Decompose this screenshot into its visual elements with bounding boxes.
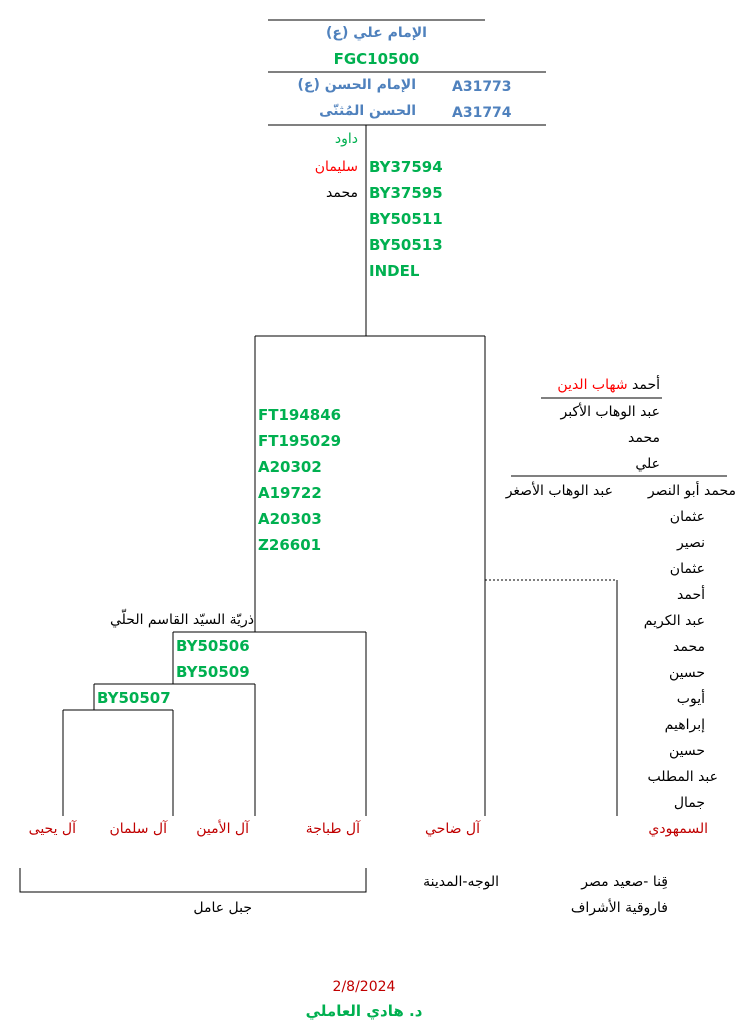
- lineage-name: أيوب: [676, 691, 705, 707]
- snp-label: Z26601: [258, 536, 322, 554]
- region-jabal-amil: جبل عامل: [193, 900, 252, 916]
- lineage-name: عبد المطلب: [647, 769, 718, 785]
- family-samhudi: السمهودي: [648, 821, 708, 837]
- snp-label: FT195029: [258, 432, 342, 450]
- imam-hasan-haplogroup: A31773: [452, 79, 512, 95]
- snp-label: A19722: [258, 484, 322, 502]
- snp-label: BY37594: [369, 158, 443, 176]
- family-al-salman: آل سلمان: [109, 821, 167, 837]
- ahmad-prefix: أحمد: [632, 377, 660, 393]
- lineage-name: عثمان: [669, 509, 705, 525]
- snp-label: A20302: [258, 458, 322, 476]
- imam-hasan-label: الإمام الحسن (ع): [297, 77, 416, 93]
- lineage-name: عبد الوهاب الأكبر: [560, 404, 660, 420]
- footer-date: 2/8/2024: [332, 979, 396, 995]
- lineage-name: جمال: [673, 795, 705, 811]
- footer-author: د. هادي العاملي: [305, 1002, 423, 1020]
- hasan-muthanna-haplogroup: A31774: [452, 105, 512, 121]
- snp-label: BY50507: [97, 689, 171, 707]
- abd-wahhab-asghar-label: عبد الوهاب الأصغر: [505, 483, 613, 499]
- lineage-name: عبد الكريم: [643, 613, 705, 629]
- imam-ali-label: الإمام علي (ع): [326, 25, 427, 41]
- lineage-name: أحمد: [677, 587, 705, 603]
- lineage-name: محمد: [628, 430, 660, 446]
- hasan-muthanna-label: الحسن المُثنّى: [319, 103, 416, 119]
- lineage-name: عثمان: [669, 561, 705, 577]
- family-al-tabaja: آل طباجة: [305, 821, 360, 837]
- ancestor-muhammad: محمد: [326, 185, 358, 201]
- lineage-name: نصير: [677, 535, 705, 551]
- lineage-name: حسين: [668, 665, 705, 681]
- snp-label: BY50506: [176, 637, 250, 655]
- qasim-descendants-label: ذريّة السيّد القاسم الحلّي: [109, 612, 254, 628]
- region-faruqiyya: فاروقية الأشراف: [570, 900, 668, 916]
- family-al-amin: آل الأمين: [196, 821, 249, 837]
- region-qena: قِنا -صعيد مصر: [581, 874, 668, 890]
- family-al-dahi: آل ضاحي: [425, 821, 480, 837]
- ancestor-sulayman: سليمان: [314, 159, 358, 175]
- snp-label: BY50511: [369, 210, 443, 228]
- ahmad-shihab-label: [557, 378, 660, 392]
- lineage-name: حسين: [668, 743, 705, 759]
- lineage-name: محمد: [673, 639, 705, 655]
- family-al-yahya: آل يحيى: [28, 821, 76, 837]
- imam-ali-haplogroup: FGC10500: [333, 50, 420, 68]
- snp-label: INDEL: [369, 262, 420, 280]
- abu-nasr-label: محمد أبو النصر: [647, 483, 736, 499]
- lineage-name: علي: [635, 456, 660, 472]
- lineage-name: إبراهيم: [664, 717, 705, 733]
- snp-label: FT194846: [258, 406, 342, 424]
- snp-label: BY50513: [369, 236, 443, 254]
- ancestor-dawud: داود: [334, 131, 358, 147]
- snp-label: BY50509: [176, 663, 250, 681]
- shihab-al-din: شهاب الدين: [557, 377, 628, 393]
- jabal-amil-bracket: [20, 868, 366, 892]
- snp-label: A20303: [258, 510, 322, 528]
- snp-label: BY37595: [369, 184, 443, 202]
- region-wajh-madina: الوجه-المدينة: [423, 874, 499, 890]
